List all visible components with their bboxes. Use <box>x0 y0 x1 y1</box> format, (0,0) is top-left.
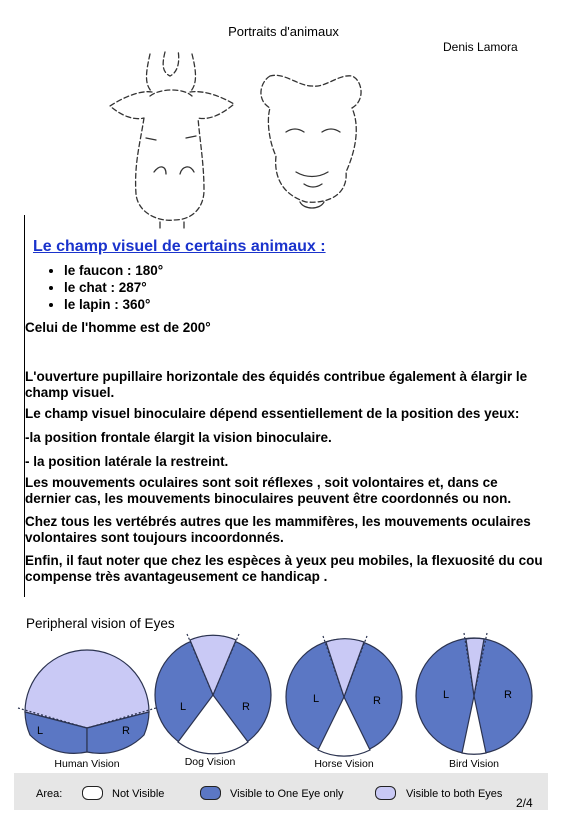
caption-human: Human Vision <box>54 758 120 770</box>
paragraph: -la position frontale élargit la vision binoculaire. <box>25 430 332 445</box>
eye-label-right: R <box>504 689 512 701</box>
page-number: 2/4 <box>516 796 533 810</box>
horse-vision-diagram <box>286 636 402 756</box>
eye-label-left: L <box>443 689 450 701</box>
eye-label-left: L <box>180 701 187 713</box>
one-eye-swatch <box>200 786 221 800</box>
human-vision-diagram <box>18 650 156 769</box>
section-heading: Le champ visuel de certains animaux : <box>33 238 326 255</box>
diagram-title: Peripheral vision of Eyes <box>26 616 175 631</box>
legend-one-eye: Visible to One Eye only <box>230 788 344 800</box>
caption-bird: Bird Vision <box>449 758 499 770</box>
paragraph: Les mouvements oculaires sont soit réflexes , soit volontaires et, dans ce dernier cas, les mouvements binoculaires peuvent être coordonnés ou non. <box>25 475 512 506</box>
animal-sketch-image <box>100 44 420 229</box>
field-of-view-list <box>44 262 163 313</box>
list-item: • le lapin : 360° <box>64 296 163 313</box>
eye-label-right: R <box>373 695 381 707</box>
bird-vision-diagram <box>416 633 532 754</box>
legend-both-eyes: Visible to both Eyes <box>406 788 503 800</box>
eye-label-left: L <box>313 693 320 705</box>
giraffe-sketch <box>110 50 234 220</box>
not-visible-swatch <box>82 786 103 800</box>
list-item: • le chat : 287° <box>64 279 163 296</box>
paragraph: Celui de l'homme est de 200° <box>25 320 211 335</box>
eye-label-left: L <box>37 725 44 737</box>
list-item: • le faucon : 180° <box>64 262 163 279</box>
legend-not-visible: Not Visible <box>112 788 165 800</box>
paragraph: Chez tous les vertébrés autres que les mammifères, les mouvements oculaires volontaires sont toujours incoordonnés. <box>25 514 531 545</box>
eye-label-right: R <box>242 701 250 713</box>
peripheral-vision-diagram <box>0 630 567 770</box>
paragraph: L'ouverture pupillaire horizontale des équidés contribue également à élargir le champ visuel. <box>25 369 528 400</box>
both-eyes-swatch <box>375 786 396 800</box>
caption-horse: Horse Vision <box>314 758 374 770</box>
author-name: Denis Lamora <box>443 40 518 54</box>
paragraph: Enfin, il faut noter que chez les espèces à yeux peu mobiles, la flexuosité du cou compense très avantageusement ce handicap . <box>25 553 543 584</box>
page-title: Portraits d'animaux <box>228 24 339 39</box>
paragraph: - la position latérale la restreint. <box>25 454 229 469</box>
camel-sketch <box>261 75 361 202</box>
paragraph: Le champ visuel binoculaire dépend essentiellement de la position des yeux: <box>25 406 520 421</box>
diagram-legend <box>14 773 548 810</box>
caption-dog: Dog Vision <box>184 756 236 768</box>
eye-label-right: R <box>122 725 130 737</box>
legend-area-label: Area: <box>36 788 63 800</box>
dog-vision-diagram <box>155 634 271 754</box>
